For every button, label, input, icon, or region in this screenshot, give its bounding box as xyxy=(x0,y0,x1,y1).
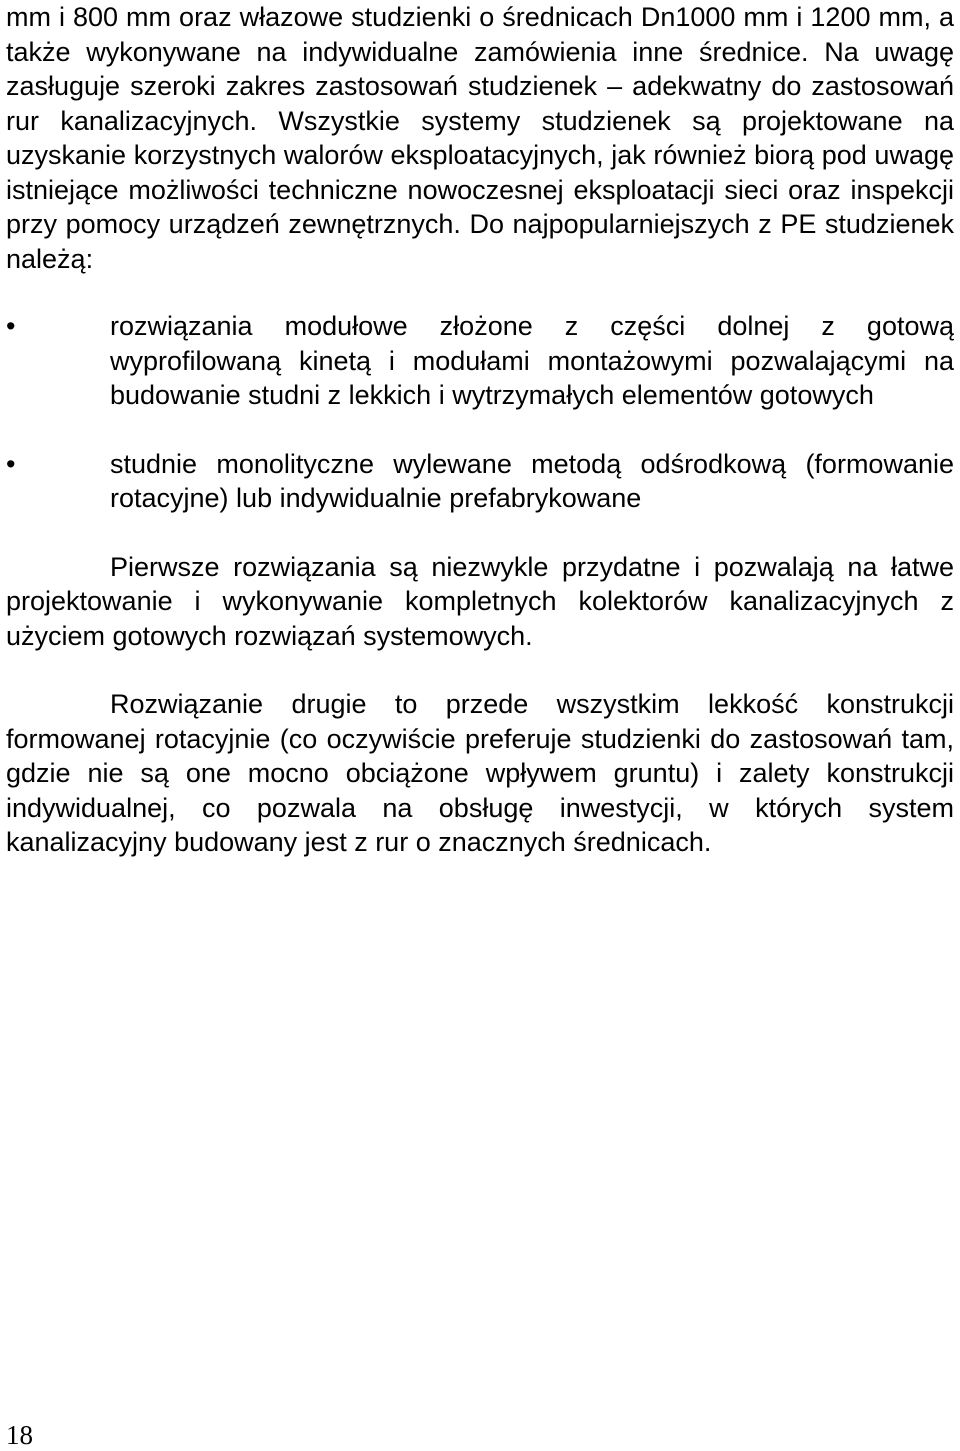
list-item-text: rozwiązania modułowe złożone z części dolnej z gotową wyprofilowaną kinetą i modułami montażowymi pozwalającymi na budowanie studni z lekkich i wytrzymałych elementów gotowych xyxy=(110,311,954,410)
bullet-list xyxy=(6,309,954,516)
document-body xyxy=(6,0,954,894)
list-item xyxy=(6,447,954,516)
paragraph-second-solution: Rozwiązanie drugie to przede wszystkim lekkość konstrukcji formowanej rotacyjnie (co oczywiście preferuje studzienki do zastosowań tam, gdzie nie są one mocno obciążone wpływem gruntu) i zalety konstrukcji indywidualnej, co pozwala na obsługę inwestycji, w których system kanalizacyjny budowany jest z rur o znacznych średnicach. xyxy=(6,689,954,857)
intro-paragraph: mm i 800 mm oraz włazowe studzienki o średnicach Dn1000 mm i 1200 mm, a także wykonywane na indywidualne zamówienia inne średnice. Na uwagę zasługuje szeroki zakres zastosowań studzienek – adekwatny do zastosowań rur kanalizacyjnych. Wszystkie systemy studzienek są projektowane na uzyskanie korzystnych walorów eksploatacyjnych, jak również biorą pod uwagę istniejące możliwości techniczne nowoczesnej eksploatacji sieci oraz inspekcji przy pomocy urządzeń zewnętrznych. Do najpopularniejszych z PE studzienek należą: xyxy=(6,2,954,274)
bullet-icon: • xyxy=(6,448,16,479)
list-item xyxy=(6,309,954,413)
paragraph-first-solution: Pierwsze rozwiązania są niezwykle przydatne i pozwalają na łatwe projektowanie i wykonywanie kompletnych kolektorów kanalizacyjnych z użyciem gotowych rozwiązań systemowych. xyxy=(6,551,954,651)
list-item-text: studnie monolityczne wylewane metodą odśrodkową (formowanie rotacyjne) lub indywidualnie prefabrykowane xyxy=(110,448,954,513)
bullet-icon: • xyxy=(6,311,16,341)
page-number: 18 xyxy=(6,1420,33,1450)
